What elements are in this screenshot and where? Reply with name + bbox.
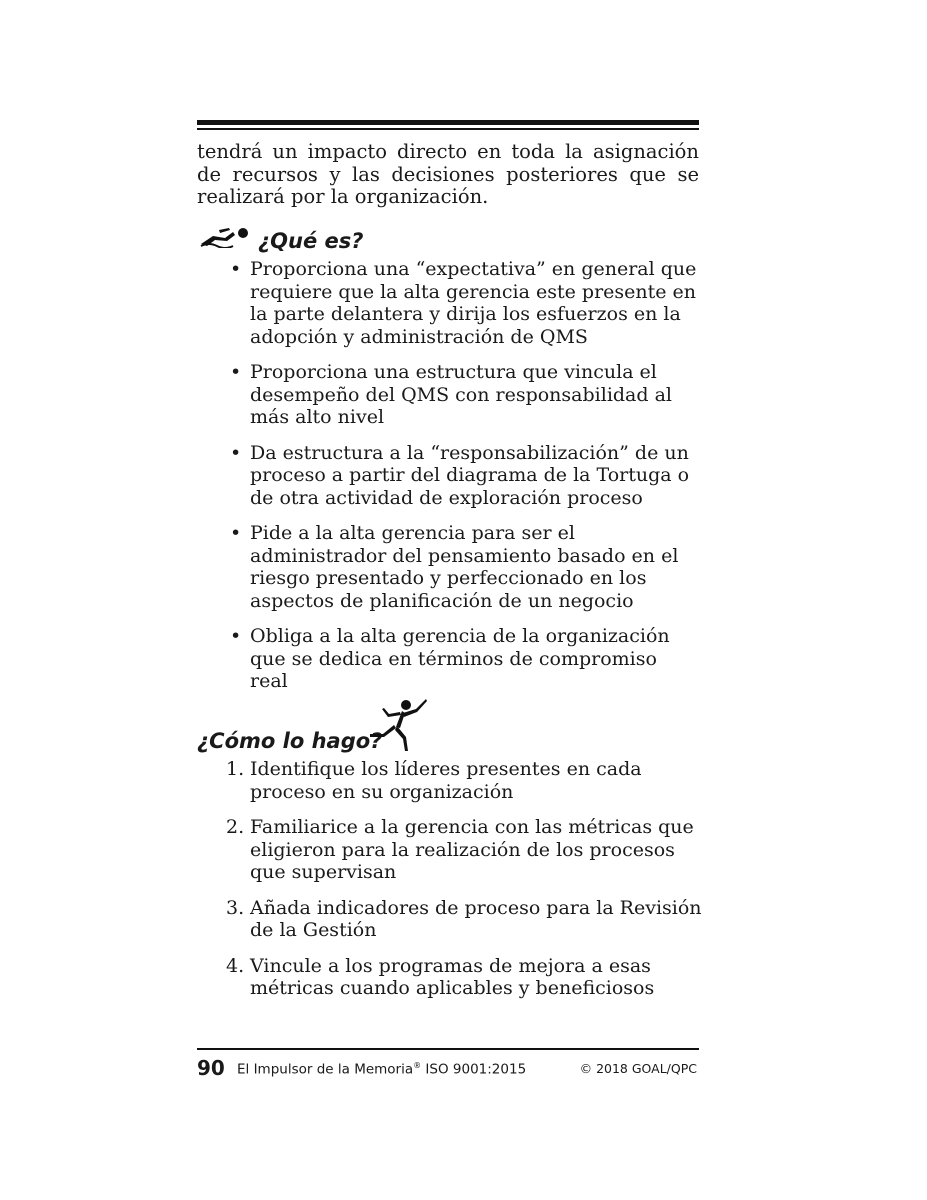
page-footer — [197, 1056, 699, 1080]
list-item: 1. Identifique los líderes presentes en cada proceso en su organización — [226, 758, 642, 803]
swimmer-icon — [199, 226, 251, 248]
list-item: • Proporciona una estructura que vincula el desempeño del QMS con responsabilidad al más alto nivel — [230, 361, 672, 428]
how-do-i-heading: ¿Cómo lo hago? — [197, 729, 383, 753]
list-item: 2. Familiarice a la gerencia con las métricas que eligieron para la realización de los procesos que supervisan — [226, 816, 694, 883]
bullet-icon: • — [230, 625, 242, 647]
what-is-heading: ¿Qué es? — [258, 229, 364, 253]
footer-rule — [197, 1048, 699, 1050]
list-item: • Pide a la alta gerencia para ser el administrador del pensamiento basado en el riesgo presentado y perfeccionado en los aspectos de planificación de un negocio — [230, 522, 679, 612]
book-title: El Impulsor de la Memoria® ISO 9001:2015 — [237, 1061, 527, 1078]
bullet-icon: • — [230, 441, 242, 464]
bullet-icon: • — [230, 522, 242, 544]
copyright-notice: © 2018 GOAL/QPC — [579, 1061, 697, 1076]
list-item: • Proporciona una “expectativa” en general que requiere que la alta gerencia este presente en la parte delantera y dirija los esfuerzos en la adopción y administración de QMS — [230, 258, 697, 348]
bullet-icon: • — [230, 361, 242, 383]
list-item: 3. Añada indicadores de proceso para la Revisión de la Gestión — [226, 896, 702, 941]
list-item: • Obliga a la alta gerencia de la organización que se dedica en términos de compromiso real — [230, 625, 670, 692]
list-item: 4. Vincule a los programas de mejora a esas métricas cuando aplicables y beneficiosos — [226, 954, 655, 999]
what-is-list — [230, 258, 700, 706]
top-rule-thick — [197, 120, 699, 125]
top-rule-thin — [197, 128, 699, 130]
runner-icon — [368, 697, 428, 753]
page-number: 90 — [197, 1056, 225, 1080]
list-item: • Da estructura a la “responsabilización” de un proceso a partir del diagrama de la Tortuga o de otra actividad de exploración proceso — [230, 441, 690, 509]
bullet-icon: • — [230, 258, 242, 280]
intro-paragraph: tendrá un impacto directo en toda la asignación de recursos y las decisiones posteriores que se realizará por la organización. — [197, 140, 699, 208]
how-to-steps — [226, 758, 702, 1013]
